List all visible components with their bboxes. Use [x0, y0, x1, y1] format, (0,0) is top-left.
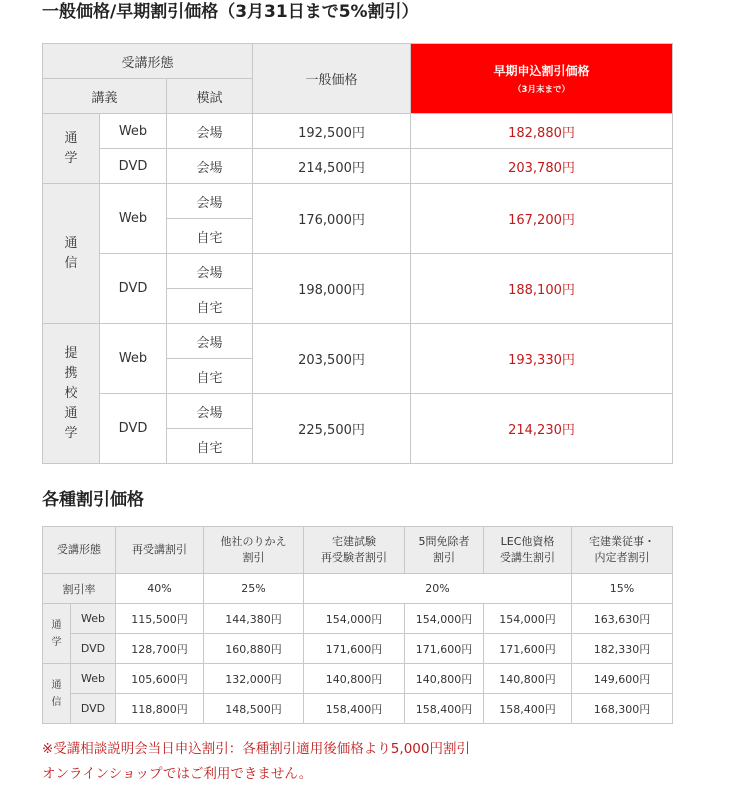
- header-lecture: 講義: [43, 79, 167, 114]
- discount-price: 154,000円: [405, 604, 484, 634]
- lecture-type: Web: [100, 324, 167, 394]
- lecture-type: DVD: [71, 634, 116, 664]
- group-label: 通 学: [43, 604, 71, 664]
- discount-price: 148,500円: [204, 694, 304, 724]
- discount-price: 158,400円: [484, 694, 572, 724]
- early-price: 167,200円: [411, 184, 673, 254]
- lecture-type: DVD: [100, 394, 167, 464]
- header-course-type: 受講形態: [43, 44, 253, 79]
- exam-type: 会場: [167, 394, 253, 429]
- early-price: 203,780円: [411, 149, 673, 184]
- table-row: [43, 149, 673, 184]
- header-early-price: [411, 44, 673, 114]
- discount-rate: 40%: [116, 574, 204, 604]
- discount-price: 105,600円: [116, 664, 204, 694]
- lecture-type: Web: [100, 114, 167, 149]
- group-label: 通 信: [43, 664, 71, 724]
- discount-rate: 25%: [204, 574, 304, 604]
- regular-price: 176,000円: [253, 184, 411, 254]
- header-discount-type: 宅建試験 再受験者割引: [304, 527, 405, 574]
- regular-price: 214,500円: [253, 149, 411, 184]
- exam-type: 会場: [167, 114, 253, 149]
- table-row: [43, 664, 673, 694]
- discount-rate: 15%: [572, 574, 673, 604]
- discount-price: 149,600円: [572, 664, 673, 694]
- table-row: [43, 254, 673, 289]
- table-row: [43, 184, 673, 219]
- discount-price: 160,880円: [204, 634, 304, 664]
- table-row: [43, 694, 673, 724]
- lecture-type: Web: [100, 184, 167, 254]
- header-discount-type: 宅建業従事・ 内定者割引: [572, 527, 673, 574]
- regular-price: 192,500円: [253, 114, 411, 149]
- regular-price: 225,500円: [253, 394, 411, 464]
- discount-price: 154,000円: [484, 604, 572, 634]
- header-exam: 模試: [167, 79, 253, 114]
- regular-price: 203,500円: [253, 324, 411, 394]
- note-online-shop: オンラインショップではご利用できません。: [42, 766, 313, 782]
- early-price-label: 早期申込割引価格: [493, 64, 590, 78]
- early-price: 214,230円: [411, 394, 673, 464]
- lecture-type: Web: [71, 604, 116, 634]
- discount-price: 158,400円: [304, 694, 405, 724]
- discount-price: 140,800円: [405, 664, 484, 694]
- discount-table: [42, 526, 673, 724]
- header-course-type: 受講形態: [43, 527, 116, 574]
- header-regular-price: 一般価格: [253, 44, 411, 114]
- discount-price: 140,800円: [304, 664, 405, 694]
- exam-type: 自宅: [167, 289, 253, 324]
- exam-type: 会場: [167, 149, 253, 184]
- discount-price: 163,630円: [572, 604, 673, 634]
- lecture-type: DVD: [100, 149, 167, 184]
- exam-type: 自宅: [167, 429, 253, 464]
- table-row: [43, 394, 673, 429]
- early-price-period: （3月末まで）: [513, 85, 570, 95]
- discount-rate: 20%: [304, 574, 572, 604]
- table-row: [43, 604, 673, 634]
- header-discount-type: 他社のりかえ 割引: [204, 527, 304, 574]
- early-price: 193,330円: [411, 324, 673, 394]
- section-title-general-price: 一般価格/早期割引価格（3月31日まで5%割引）: [42, 2, 419, 22]
- lecture-type: DVD: [71, 694, 116, 724]
- discount-price: 128,700円: [116, 634, 204, 664]
- discount-price: 158,400円: [405, 694, 484, 724]
- exam-type: 会場: [167, 254, 253, 289]
- exam-type: 自宅: [167, 359, 253, 394]
- discount-price: 171,600円: [405, 634, 484, 664]
- discount-price: 154,000円: [304, 604, 405, 634]
- regular-price: 198,000円: [253, 254, 411, 324]
- note-seminar-discount: ※受講相談説明会当日申込割引：各種割引適用後価格より5,000円割引: [42, 741, 470, 757]
- table-row: [43, 634, 673, 664]
- discount-price: 171,600円: [304, 634, 405, 664]
- table-row: [43, 324, 673, 359]
- section-title-discount-price: 各種割引価格: [42, 490, 144, 510]
- lecture-type: Web: [71, 664, 116, 694]
- early-price: 188,100円: [411, 254, 673, 324]
- discount-price: 144,380円: [204, 604, 304, 634]
- group-label: 通 信: [43, 184, 100, 324]
- early-price: 182,880円: [411, 114, 673, 149]
- table-row: [43, 114, 673, 149]
- rate-label: 割引率: [43, 574, 116, 604]
- exam-type: 会場: [167, 324, 253, 359]
- exam-type: 会場: [167, 184, 253, 219]
- discount-price: 118,800円: [116, 694, 204, 724]
- exam-type: 自宅: [167, 219, 253, 254]
- discount-price: 182,330円: [572, 634, 673, 664]
- price-table: [42, 43, 673, 464]
- discount-price: 168,300円: [572, 694, 673, 724]
- header-discount-type: 5問免除者 割引: [405, 527, 484, 574]
- discount-price: 140,800円: [484, 664, 572, 694]
- discount-price: 115,500円: [116, 604, 204, 634]
- group-label: 提 携 校 通 学: [43, 324, 100, 464]
- discount-price: 171,600円: [484, 634, 572, 664]
- lecture-type: DVD: [100, 254, 167, 324]
- header-discount-type: LEC他資格 受講生割引: [484, 527, 572, 574]
- group-label: 通 学: [43, 114, 100, 184]
- discount-price: 132,000円: [204, 664, 304, 694]
- header-discount-type: 再受講割引: [116, 527, 204, 574]
